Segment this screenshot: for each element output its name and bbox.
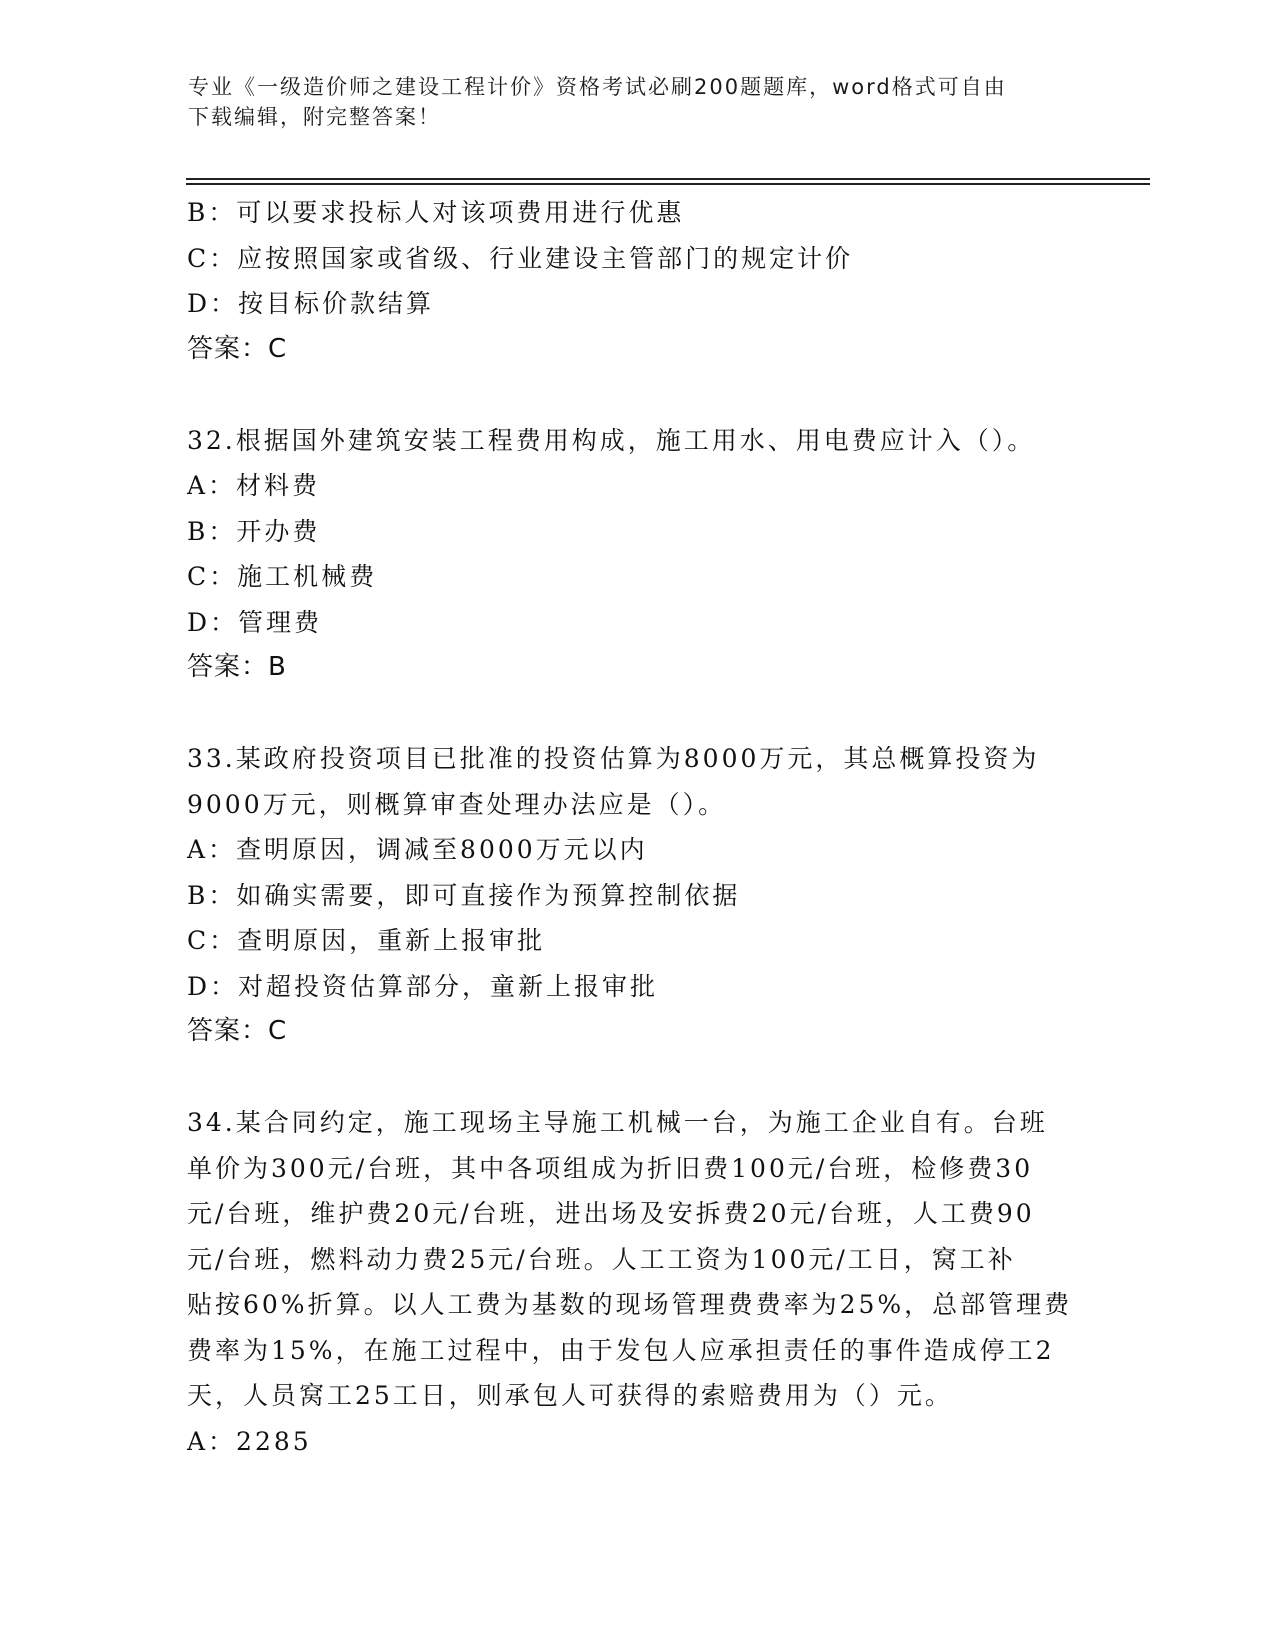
option-b: B：开办费 <box>187 516 321 546</box>
question-34 <box>187 1100 1087 1464</box>
page-header <box>188 72 1088 132</box>
question-content <box>187 190 1087 1464</box>
question-31-continued <box>187 190 1087 372</box>
header-divider-top <box>186 178 1150 180</box>
option-b: B：如确实需要，即可直接作为预算控制依据 <box>187 880 741 910</box>
option-b: B：可以要求投标人对该项费用进行优惠 <box>187 198 685 227</box>
question-stem-line: 34.某合同约定，施工现场主导施工机械一台，为施工企业自有。台班 <box>187 1108 1048 1137</box>
question-stem: 32.根据国外建筑安装工程费用构成，施工用水、用电费应计入（）。 <box>187 425 1036 455</box>
option-a: A：查明原因，调减至8000万元以内 <box>187 835 648 864</box>
option-d: D：管理费 <box>187 607 323 637</box>
option-a: A：2285 <box>187 1426 312 1456</box>
spacer <box>187 691 1087 737</box>
spacer <box>187 1055 1087 1101</box>
question-stem-line: 9000万元，则概算审查处理办法应是（）。 <box>187 789 727 819</box>
header-divider-bottom <box>186 183 1150 185</box>
question-stem-line: 元/台班，维护费20元/台班，进出场及安拆费20元/台班，人工费90 <box>187 1199 1035 1228</box>
question-stem-line: 费率为15%，在施工过程中，由于发包人应承担责任的事件造成停工2 <box>187 1335 1055 1365</box>
question-stem-line: 33.某政府投资项目已批准的投资估算为8000万元，其总概算投资为 <box>187 744 1040 773</box>
option-c: C：施工机械费 <box>187 562 378 591</box>
spacer <box>187 372 1087 418</box>
question-stem-line: 天，人员窝工25工日，则承包人可获得的索赔费用为（）元。 <box>187 1381 953 1410</box>
header-line-1: 专业《一级造价师之建设工程计价》资格考试必刷200题题库，word格式可自由 <box>188 75 1007 99</box>
question-33 <box>187 736 1087 1055</box>
question-stem-line: 单价为300元/台班，其中各项组成为折旧费100元/台班，检修费30 <box>187 1153 1034 1183</box>
option-c: C：应按照国家或省级、行业建设主管部门的规定计价 <box>187 243 854 273</box>
question-stem-line: 贴按60%折算。以人工费为基数的现场管理费费率为25%，总部管理费 <box>187 1290 1073 1319</box>
answer-line: 答案：C <box>187 333 288 364</box>
question-32 <box>187 418 1087 691</box>
option-d: D：对超投资估算部分，童新上报审批 <box>187 971 659 1001</box>
option-c: C：查明原因，重新上报审批 <box>187 926 546 955</box>
answer-line: 答案：C <box>187 1016 288 1046</box>
answer-line: 答案：B <box>187 652 287 682</box>
question-stem-line: 元/台班，燃料动力费25元/台班。人工工资为100元/工日，窝工补 <box>187 1244 1016 1274</box>
header-line-2: 下载编辑，附完整答案！ <box>188 105 441 129</box>
option-d: D：按目标价款结算 <box>187 289 435 318</box>
option-a: A：材料费 <box>187 471 321 500</box>
